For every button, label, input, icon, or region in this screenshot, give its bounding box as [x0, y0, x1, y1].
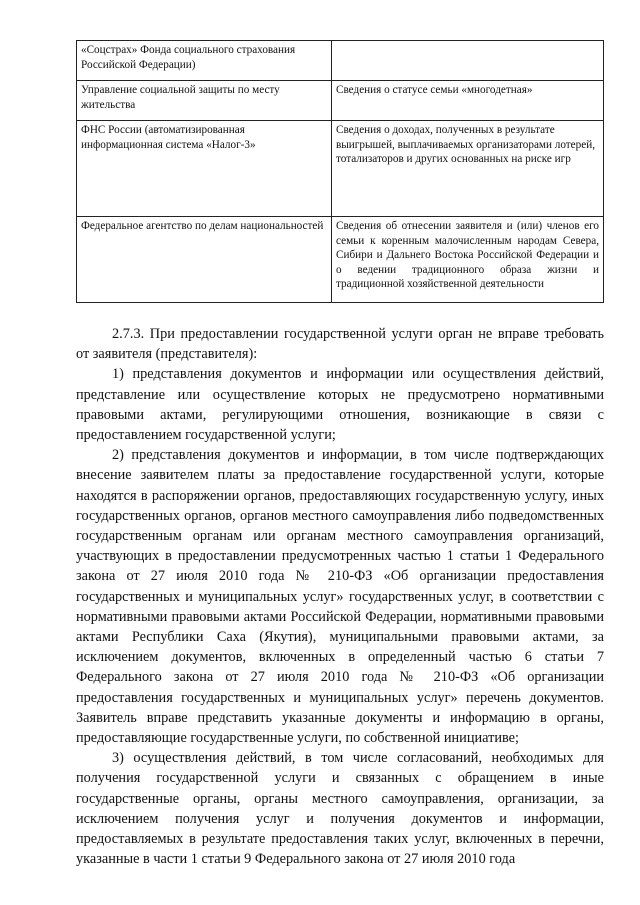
- table-row: [77, 41, 604, 81]
- table-cell-agency: «Соцстрах» Фонда социального страхования Российской Федерации): [77, 41, 332, 81]
- documents-table: [76, 40, 604, 303]
- table-cell-info: [332, 41, 604, 81]
- table-row: [77, 81, 604, 121]
- table-cell-info: Сведения о статусе семьи «многодетная»: [332, 81, 604, 121]
- table-cell-info: Сведения о доходах, полученных в результате выигрышей, выплачиваемых организаторами лотерей, тотализаторов и других основанных на риске игр: [332, 121, 604, 217]
- table-cell-agency: ФНС России (автоматизированная информационная система «Налог-3»: [77, 121, 332, 217]
- paragraph-2-7-3: 2.7.3. При предоставлении государственной услуги орган не вправе требовать от заявителя (представителя):: [76, 326, 604, 363]
- paragraph-item-3: 3) осуществления действий, в том числе согласований, необходимых для получения государственной услуги и связанных с обращением в иные государственные органы, органы местного самоуправления, организации, за исключением получения услуг и получения документов и информации, предоставляемых в результате предоставления таких услуг, включенных в перечни, указанные в части 1 статьи 9 Федерального закона от 27 июля 2010 года: [76, 750, 604, 868]
- table-cell-info: Сведения об отнесении заявителя и (или) членов его семьи к коренным малочисленным народам Севера, Сибири и Дальнего Востока Российской Федерации и о ведении традиционного образа жизни и традиционной хозяйственной деятельности: [332, 217, 604, 303]
- table-cell-agency: Управление социальной защиты по месту жительства: [77, 81, 332, 121]
- paragraph-item-2: 2) представления документов и информации, в том числе подтверждающих внесение заявителем платы за предоставление государственной услуги, которые находятся в распоряжении органов, предоставляющих государственную услугу, иных государственных органов, органов местного самоуправления либо подведомственных государственным органам или органам местного самоуправления организаций, участвующих в предоставлении предусмотренных частью 1 статьи 1 Федерального закона от 27 июля 2010 года № 210-ФЗ «Об организации предоставления государственных и муниципальных услуг» государственных услуг, в соответствии с нормативными правовыми актами Российской Федерации, нормативными правовыми актами Республики Саха (Якутия), муниципальными правовыми актами, за исключением документов, включенных в определенный частью 6 статьи 7 Федерального закона от 27 июля 2010 года № 210-ФЗ «Об организации предоставления государственных и муниципальных услуг» перечень документов. Заявитель вправе представить указанные документы и информацию в органы, предоставляющие государственные услуги, по собственной инициативе;: [76, 447, 604, 747]
- table-cell-agency: Федеральное агентство по делам национальностей: [77, 217, 332, 303]
- table-row: [77, 217, 604, 303]
- body-text: [76, 324, 604, 869]
- table-row: [77, 121, 604, 217]
- paragraph-item-1: 1) представления документов и информации или осуществления действий, представление или осуществление которых не предусмотрено нормативными правовыми актами, регулирующими отношения, возникающие в связи с предоставлением государственной услуги;: [76, 366, 604, 444]
